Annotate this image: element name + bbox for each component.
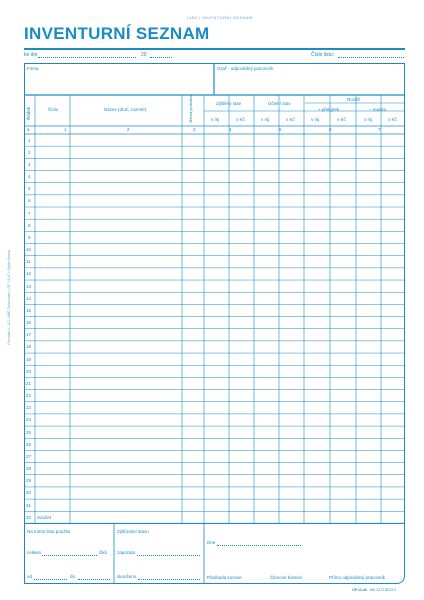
date-field[interactable] [38,52,136,58]
footer-members: Členové komise [270,575,303,580]
row-number: 6 [28,198,31,204]
row-number: 10 [26,247,32,253]
sheet-field[interactable] [338,52,404,58]
row-number: 5 [28,186,31,192]
mj-3: v mj [311,117,320,122]
year-field[interactable] [150,52,172,58]
top-tag: (ABC) INVENTURNÍ SEZNAM [187,15,253,20]
row-number: 13 [26,283,32,289]
footer-to: do [70,574,76,579]
kc-1: v Kč [236,117,245,122]
kc-4: v Kč [388,117,397,122]
footer-found-state: Zjišťování stavu [117,529,149,534]
footer-sheet-from: Na tomto listu použito [27,529,71,534]
ended-field[interactable] [138,574,200,580]
mj-4: v mj [364,117,373,122]
colnum-2: 2 [127,127,130,132]
footer-started: započato [117,550,136,555]
row-number: 17 [26,332,32,338]
col-number: Číslo [48,107,59,112]
person-label: Osoř - odpovědný pracovník [217,66,274,71]
row-number: 7 [28,210,31,216]
row-number: 30 [26,490,32,496]
col-unit: Měrná jednotka [188,95,193,123]
sheet-label: Číslo listu: [311,52,335,58]
mj-1: v mj [211,117,220,122]
to-field[interactable] [78,574,110,580]
col-name: Název (druh, rozměr) [104,107,147,112]
row-number: 15 [26,307,32,313]
footer-rows: čiků [99,550,108,555]
col-found: Zjištěný stav [216,101,242,106]
row-number: 18 [26,344,32,350]
row-number: 19 [26,356,32,362]
date-sign-field[interactable] [217,540,301,546]
title-rule [24,48,405,50]
col-surplus: + přebytek [318,107,340,112]
row-number: 12 [26,271,32,277]
colnum-5: 5 [279,127,282,132]
mj-2: v mj [261,117,270,122]
colnum-7: 7 [378,127,381,132]
footer-ended: skončeno [117,574,137,579]
col-row-no: Řádek [26,106,31,120]
kc-3: v Kč [337,117,346,122]
colnum-3: 3 [193,127,196,132]
footer-total: celkem [27,550,42,555]
colnum-a: a [27,127,30,132]
row-number: 31 [26,502,32,508]
table-grid [24,63,405,584]
row-number: 9 [28,234,31,240]
row-number: 28 [26,466,32,472]
year-label: 20 [141,52,147,58]
col-book: Účetní stav [268,101,291,106]
row-number: 3 [28,161,31,167]
row-number: 22 [26,393,32,399]
kc-2: v Kč [286,117,295,122]
col-deficit: – manko [369,107,387,112]
row-number: 14 [26,295,32,301]
sum-row-number: 32 [26,515,32,520]
row-number: 16 [26,320,32,326]
footer-date: Dne [207,540,216,545]
footer-chair: Předseda komise [207,575,242,580]
side-text: Formulář č. 112 • ABC Zpracování • OP 13-40 • Optys Opava [7,250,11,345]
firm-label: Firma [27,66,39,71]
colnum-4: 4 [229,127,232,132]
col-difference: Rozdíl [347,97,360,102]
form-code2: MK 3172 8223 3 [370,588,396,592]
row-number: 1 [28,137,31,143]
row-number: 21 [26,380,32,386]
footer-responsible: Přímo odpovědný pracovník [329,575,386,580]
row-number: 11 [26,259,31,265]
started-field[interactable] [137,550,200,556]
row-number: 4 [28,174,31,179]
row-number: 25 [26,429,32,435]
colnum-1: 1 [64,127,67,132]
date-label: ke dni [24,52,38,58]
form-code: OP 13-40 [352,588,367,592]
sum-row-label: Součet [37,515,52,520]
row-number: 2 [28,149,31,155]
row-number: 27 [26,453,32,459]
from-field[interactable] [34,574,67,580]
footer-from: od [27,574,33,579]
row-number: 24 [26,417,32,423]
row-number: 8 [28,222,31,228]
row-number: 26 [26,441,32,447]
row-number: 20 [26,368,32,374]
total-field[interactable] [42,550,97,556]
row-number: 29 [26,478,32,484]
colnum-6: 6 [329,127,332,132]
row-number: 23 [26,405,32,411]
page-title: INVENTURNÍ SEZNAM [24,24,210,43]
